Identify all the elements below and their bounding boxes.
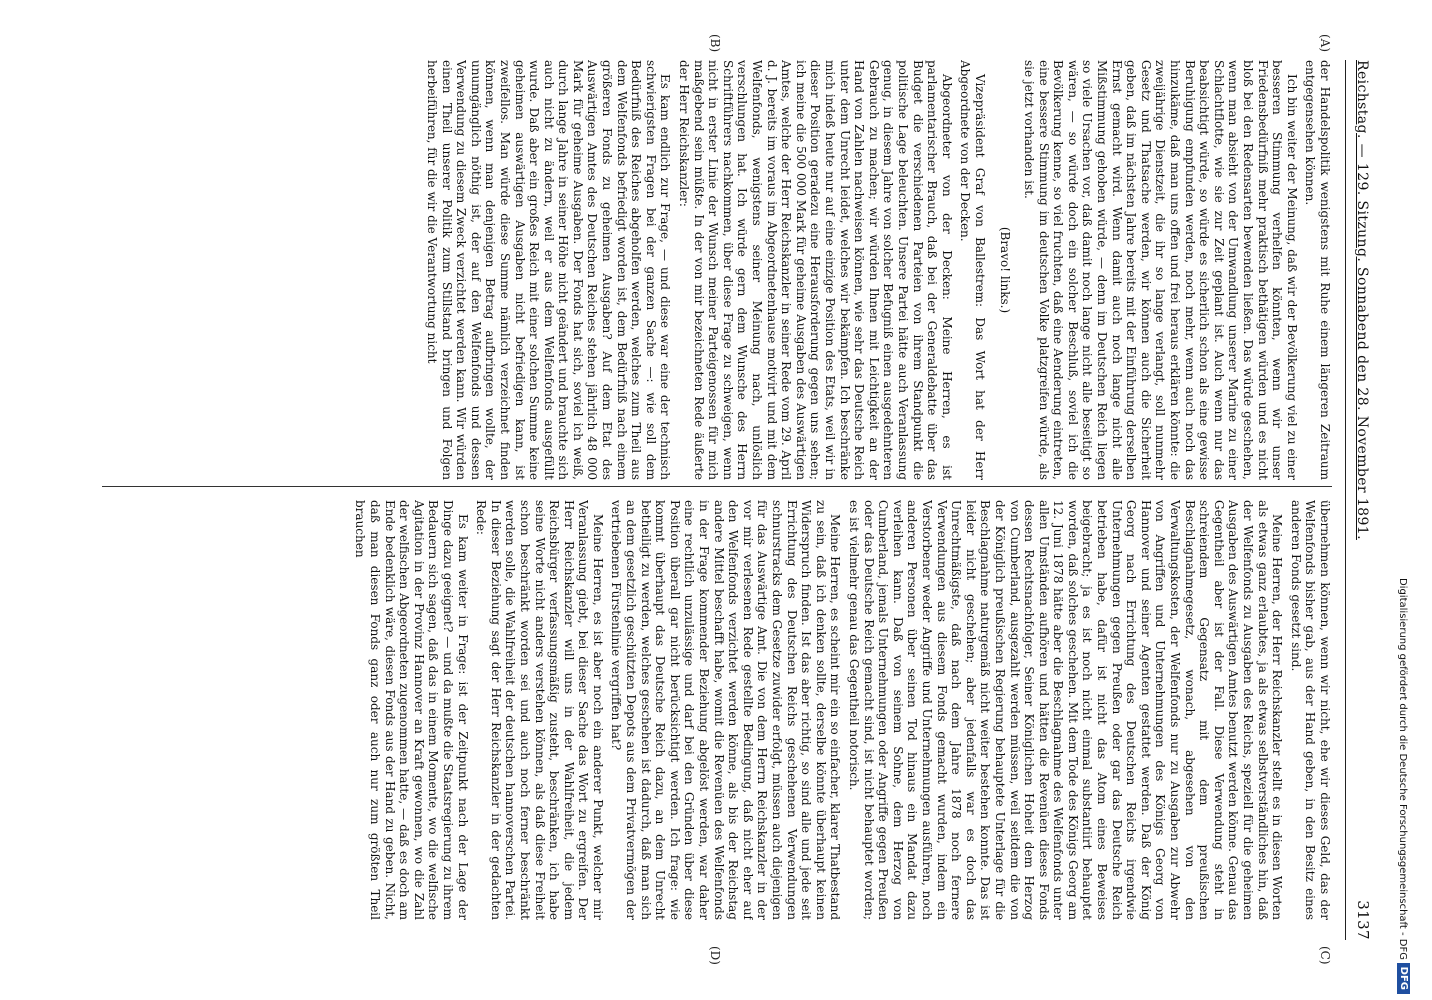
margin-mark-c: (C) [1318, 946, 1332, 965]
paragraph: Meine Herren, der Herr Reichskanzler stellt es in diesen Worten als etwas ganz erlaubtes, ja als etwas selbstverständliches hin, daß der Welfenfonds zu Ausgaben des Reichs, speziell für die geheimen Ausgaben des Auswärtigen Amtes benutzt werden könne. Genau das Gegentheil aber ist der Fall. Diese Verwendung steht in schreiendem Gegensatz mit dem preußischen Beschlagnahmegesetz, wonach, abgesehen von den Verwaltungskosten, der Welfenfonds nur zu Ausgaben zur Abwehr von Angriffen und Unternehmungen des Königs Georg von Hannover und seiner Agenten gestattet werden. Daß der König Georg nach Errichtung des Deutschen Reichs irgendwie Unternehmungen gegen Preußen oder gar das Deutsche Reich betrieben habe, dafür ist nicht das Atom eines Beweises beigebracht; ja es ist noch nicht einmal substantiirt behauptet worden, daß solches geschehen. Mit dem Tode des Königs Georg am 12. Juni 1878 hätte aber die Beschlagnahme des Welfenfonds unter allen Umständen aufhören und hätten die Revenüen dieses Fonds dessen Rechtsnachfolger, Seiner Königlichen Hoheit dem Herzog von Cumberland, ausgezahlt werden müssen, weil seitdem die von der Königlich preußischen Regierung behauptete Unterlage für die Beschlagnahme naturgemäß nicht weiter bestehen konnte. Das ist leider nicht geschehen; aber jedenfalls war es doch das Unrechtmäßigste, daß nach dem Jahre 1878 noch fernere Verwendungen aus diesem Fonds gemacht wurden, indem ein Verstorbener weder Angriffe und Unternehmungen ausführen, noch anderen Personen über seinen Tod hinaus ein Mandat dazu verleihen kann. Daß von seinem Sohne, dem Herzog von Cumberland, jemals Unternehmungen oder Angriffe gegen Preußen oder das Deutsche Reich gemacht sind, ist nicht behauptet worden; es ist vielmehr genau das Gegentheil notorisch. [847, 500, 1285, 920]
quotation: übernehmen können, wenn wir nicht, ehe wir dieses Geld, das der Welfenfonds bisher gab, aus der Hand geben, in den Besitz eines anderen Fonds gesetzt sind. [1288, 500, 1332, 920]
page-number: 3137 [1354, 900, 1372, 940]
credit-text: Digitalisierung gefördert durch die Deutsche Forschungsgemeinschaft - DFG [1397, 577, 1408, 960]
left-text-column [82, 60, 1332, 480]
paragraph: Ich bin weiter der Meinung, daß wir der Bevölkerung viel zu einer besseren Stimmung verhelfen könnten, wenn wir unser Friedensbedürfniß mehr praktisch bethätigen würden und es nicht bloß bei den Redensarten bewenden ließen. Das würde geschehen, wenn man absieht von der Umwandlung unserer Marine zu einer Schlachtflotte, wie sie zur Zeit geplant ist. Auch wenn nur das beabsichtigt würde, so würde es sicherlich schon als eine gewisse Beruhigung empfunden werden, noch mehr, wenn auch noch das hinzukäme, daß man uns offen und frei heraus erklären könnte: die zweijährige Dienstzeit, die ihr so lange verlangt, soll nunmehr Gesetz und Thatsache werden, wir können auch die Sicherheit geben, daß im nächsten Jahre bereits mit der Einführung derselben Ernst gemacht wird. Wenn damit auch noch lange nicht alle Mißstimmung gehoben würde, — denn im Deutschen Reich liegen so viele Ursachen vor, daß damit noch lange nicht alle beseitigt so wären, — so würde doch ein solcher Beschluß, soviel ich die Bevölkerung kenne, so viel fruchten, daß eine Aenderung eintreten, eine bessere Stimmung im deutschen Volke platzgreifen würde, als sie jetzt vorhanden ist. [1022, 60, 1299, 480]
paragraph: Vizepräsident Graf von Ballestrem: Das Wort hat der Herr Abgeordnete von der Decken. [958, 60, 987, 480]
paragraph: Meine Herren, es scheint mir ein so einfacher, klarer Thatbestand zu sein, daß ich denken sollte, derselbe könnte überhaupt keinen Widerspruch finden. Ist das aber richtig, so sind alle und jede seit Errichtung des Deutschen Reichs geschehenen Verwendungen schnurstracks dem Gesetze zuwider erfolgt, müssen auch diejenigen für das Auswärtige Amt. Die von dem Herrn Reichskanzler in der vor mir verlesenen Rede gestellte Bedingung, daß nicht eher auf den Welfenfonds verzichtet werden könne, als bis der Reichstag andere Mittel beschafft habe, womit die Revenüen des Welfenfonds in der Frage kommender Beziehung abgelöst werden, war daher eine rechtlich unzulässige und darf bei den Gründen über diese Position überall gar nicht berücksichtigt werden. Ich frage: wie kommt überhaupt das Deutsche Reich dazu, an dem Unrecht betheiligt zu werden, welches geschehen ist dadurch, daß man sich an dem gesetzlich geschützten Depots aus dem Privatvermögen der vertriebenen Fürstenlinie vergriffen hat? [609, 500, 843, 920]
quotation: Es kam endlich zur Frage, — und diese war eine der technisch schwierigsten Fragen bei der ganzen Sache —: wie soll dem Bedürfniß des Reiches abgeholfen werden, welches zum Theil aus dem Welfenfonds befriedigt worden ist, dem Bedürfniß nach einem größeren Fonds zu geheimen Ausgaben? Auf dem Etat des Auswärtigen Amtes des Deutschen Reiches stehen jährlich 48 000 Mark für geheime Ausgaben. Der Fonds hat sich, soviel ich weiß, durch lange Jahre in seiner Höhe nicht geändert und brauchte sich auch nicht zu ändern, weil er aus dem Welfenfonds ausgefüllt wurde. Daß aber ein großes Reich mit einer solchen Summe keine geheimen auswärtigen Ausgaben nicht befriedigen kann, ist zweifellos. Man würde diese Summe nämlich verzeichnet finden können, wenn man denjenigen Betrag aufbringen wollte, der unumgänglich nöthig ist, der auf den Welfenfonds und dessen Verwendung zu diesem Zweck verzichtet werden kann. Wir würden einen Theil unserer Politik zum Stillstand bringen und Folgen herbeiführen, für die wir die Verantwortung nicht [424, 60, 673, 480]
paragraph: der Handelspolitik wenigstens mit Ruhe einem längeren Zeitraum entgegensehen können. [1303, 60, 1332, 480]
dfg-logo: DFG [1397, 963, 1410, 994]
page-header [1348, 60, 1374, 940]
margin-mark-d: (D) [708, 946, 722, 965]
applause-note: (Bravo! links.) [997, 226, 1012, 314]
quotation: Es kam weiter in Frage: ist der Zeitpunkt nach der Lage der Dinge dazu geeignet? — und da mußte die Staatsregierung zu ihrem Bedauern sich sagen, daß das in einem Momente, wo die welfische Agitation in der Provinz Hannover an Kraft gewonnen, wo die Zahl der welfischen Abgeordneten zugenommen hatte, — daß es doch am Ende bedenklich wäre, diesen Fonds aus der Hand zu geben. Nicht, daß man diesen Fonds ganz oder auch nur zum größten Theil brauchen [353, 500, 470, 920]
running-head: Reichstag. — 129. Sitzung. Sonnabend den 28. November 1891. [1354, 60, 1370, 540]
paragraph: Meine Herren, es ist aber noch ein anderer Punkt, welcher mir Veranlassung giebt, bei dieser Sache das Wort zu ergreifen. Der Herr Reichskanzler will uns in der Wahlfreiheit, die jedem Reichsbürger verfassungsmäßig zusteht, beschränken, ich habe seine Worte nicht anders verstehen können, als daß diese Freiheit schon beschränkt worden sei und auch noch ferner beschränkt werden solle, die Wahlfreiheit der deutschen hannoverschen Partei. In dieser Beziehung sagt der Herr Reichskanzler in der gedachten Rede: [474, 500, 605, 920]
column-divider [102, 486, 1332, 487]
digitization-credit [1392, 0, 1412, 1000]
header-rule [1345, 60, 1346, 940]
right-text-column [82, 500, 1332, 920]
margin-mark-a: (A) [1318, 34, 1332, 53]
margin-mark-b: (B) [708, 34, 722, 53]
paragraph: Abgeordneter von der Decken: Meine Herren, es ist parlamentarischer Brauch, daß bei der Generaldebatte über das Budget die verschiedenen Parteien von ihrem Standpunkt die politische Lage beleuchten. Unsere Partei hätte auch Veranlassung genug, in diesem Jahre von solcher Befugniß einen ausgedehnteren Gebrauch zu machen; wir würden Ihnen mit Leichtigkeit an der Hand von Zahlen nachweisen können, wie sehr das Deutsche Reich unter dem Unrecht leidet, welches wir bekämpfen. Ich beschränke mich indeß heute nur auf eine einzige Position des Etats, weil wir in dieser Position geradezu eine Herausforderung gegen uns sehen; ich meine die 500 000 Mark für geheime Ausgaben des Auswärtigen Amtes, welche der Herr Reichskanzler in seiner Rede vom 29. April d. J. bereits im voraus im Abgeordnetenhause motivirt und mit dem Welfenfonds, wenigstens seiner Meinung nach, unlöslich verschlungen hat. Ich würde gern dem Wunsche des Herrn Schriftführers nachkommen, über diese Frage zu schweigen, wenn nicht in erster Linie der Wunsch meiner Parteigenossen für mich maßgebend sein müßte. In der von mir bezeichneten Rede äußerte der Herr Reichskanzler: [677, 60, 954, 480]
